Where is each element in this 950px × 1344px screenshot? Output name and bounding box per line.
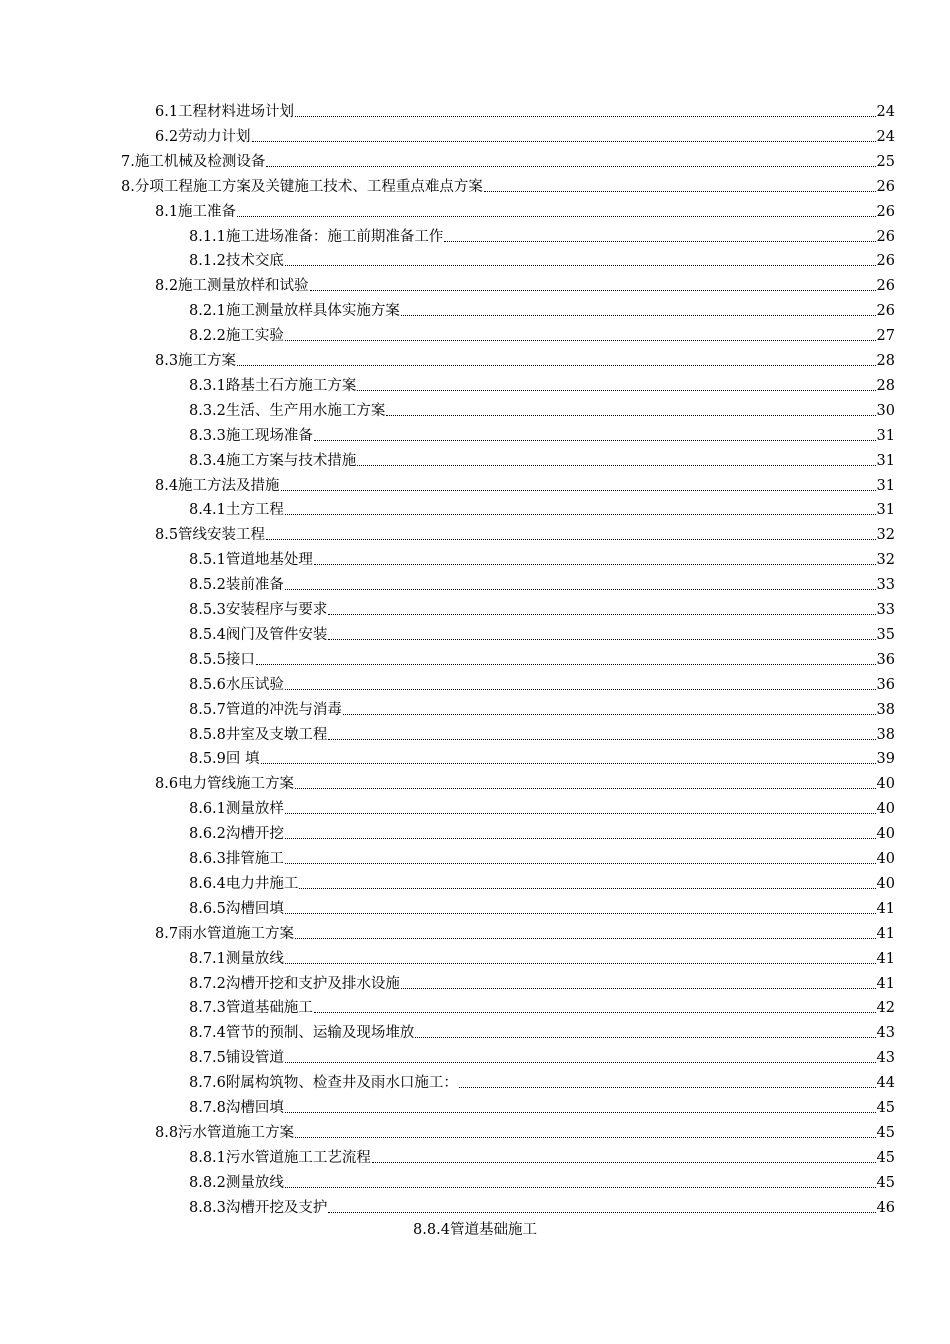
toc-entry[interactable]: [189, 547, 895, 569]
toc-entry-title: 8.8.1污水管道施工工艺流程: [189, 1149, 371, 1166]
toc-entry-title: 8.3.3施工现场准备: [189, 427, 313, 444]
toc-entry-title: 8.5.8井室及支墩工程: [189, 726, 328, 743]
toc-entry-page: 26: [876, 303, 895, 320]
toc-entry-page: 45: [876, 1100, 895, 1116]
toc-entry[interactable]: [189, 423, 895, 445]
toc-entry-title: 8.1.1施工进场准备：施工前期准备工作: [189, 228, 444, 245]
toc-entry-page: 36: [876, 651, 895, 668]
toc-entry-page: 41: [876, 975, 895, 992]
toc-entry-page: 41: [876, 950, 895, 967]
toc-entry[interactable]: [189, 971, 895, 993]
toc-entry-title: 8.分项工程施工方案及关键施工技术、工程重点难点方案: [121, 178, 483, 195]
dot-leader: [281, 490, 876, 491]
dot-leader: [314, 1012, 876, 1013]
toc-entry[interactable]: [189, 448, 895, 470]
dot-leader: [256, 664, 876, 665]
dot-leader: [237, 216, 875, 217]
toc-entry-title: 8.7雨水管道施工方案: [155, 925, 295, 942]
toc-entry[interactable]: [189, 1170, 895, 1192]
toc-entry-title: 8.7.8沟槽回填: [189, 1100, 284, 1116]
toc-entry-title: 8.8.2测量放线: [189, 1174, 284, 1191]
toc-entry-page: 32: [876, 527, 895, 544]
dot-leader: [328, 639, 875, 640]
toc-entry-page: 44: [876, 1075, 895, 1092]
toc-entry[interactable]: [189, 946, 895, 968]
toc-entry-title: 8.5.1管道地基处理: [189, 552, 313, 569]
toc-entry-page: 41: [876, 925, 895, 942]
toc-entry-page: 43: [876, 1050, 895, 1067]
dot-leader: [328, 1212, 875, 1213]
toc-entry[interactable]: [189, 597, 895, 619]
toc-entry[interactable]: [189, 1070, 895, 1092]
toc-entry-title: 8.6电力管线施工方案: [155, 776, 295, 793]
toc-entry-page: 40: [876, 826, 895, 843]
toc-entry-page: 31: [876, 452, 895, 469]
toc-entry-page: 38: [876, 726, 895, 743]
dot-leader: [328, 739, 875, 740]
toc-entry-title: 8.1施工准备: [155, 203, 237, 220]
toc-entry-page: 28: [876, 353, 895, 369]
toc-entry-page: 45: [876, 1174, 895, 1191]
toc-entry[interactable]: [155, 921, 895, 943]
toc-entry-title: 8.7.1测量放线: [189, 950, 284, 967]
toc-entry-title: 8.6.2沟槽开挖: [189, 826, 284, 843]
toc-entry-page: 31: [876, 502, 895, 519]
toc-entry-title: 8.5.2装前准备: [189, 577, 284, 594]
toc-entry-title: 8.6.5沟槽回填: [189, 900, 284, 917]
dot-leader: [285, 838, 876, 839]
toc-entry[interactable]: [155, 199, 895, 221]
dot-leader: [285, 813, 876, 814]
toc-entry-title: 7.施工机械及检测设备: [121, 153, 266, 170]
dot-leader: [295, 1137, 875, 1138]
toc-entry-title: 6.1工程材料进场计划: [155, 104, 295, 120]
toc-entry-page: 26: [876, 278, 895, 295]
dot-leader: [328, 614, 875, 615]
dot-leader: [285, 1112, 876, 1113]
toc-entry[interactable]: [155, 273, 895, 295]
toc-entry[interactable]: [189, 1195, 895, 1217]
toc-entry-page: 31: [876, 477, 895, 494]
toc-entry[interactable]: [155, 771, 895, 793]
toc-entry-title: 8.7.6附属构筑物、检查井及雨水口施工：: [189, 1075, 458, 1092]
dot-leader: [285, 1187, 876, 1188]
toc-entry-title: 8.5.6水压试验: [189, 676, 284, 693]
dot-leader: [415, 1037, 875, 1038]
toc-entry[interactable]: [189, 796, 895, 818]
toc-entry-page: 26: [876, 228, 895, 245]
dot-leader: [401, 988, 876, 989]
dot-leader: [459, 1087, 876, 1088]
toc-entry[interactable]: [189, 871, 895, 893]
dot-leader: [237, 365, 875, 366]
dot-leader: [285, 863, 876, 864]
toc-entry[interactable]: [189, 373, 895, 395]
toc-entry[interactable]: [189, 323, 895, 345]
toc-entry-title: 8.2.2施工实验: [189, 328, 284, 345]
dot-leader: [299, 888, 875, 889]
toc-entry-page: 40: [876, 776, 895, 793]
toc-entry[interactable]: [155, 124, 895, 146]
toc-entry-title: 8.2施工测量放样和试验: [155, 278, 309, 295]
toc-entry[interactable]: [155, 473, 895, 495]
toc-entry-page: 40: [876, 801, 895, 818]
toc-entry[interactable]: [189, 298, 895, 320]
toc-entry-title: 8.7.4管节的预制、运输及现场堆放: [189, 1025, 415, 1042]
toc-entry[interactable]: [155, 1120, 895, 1142]
toc-entry-page: 33: [876, 602, 895, 618]
dot-leader: [295, 788, 875, 789]
toc-entry-title: 8.5管线安装工程: [155, 527, 266, 544]
section-heading: 8.8.4管道基础施工: [413, 1222, 537, 1238]
dot-leader: [444, 241, 875, 242]
toc-entry[interactable]: [155, 99, 895, 121]
toc-entry-page: 39: [876, 751, 895, 768]
dot-leader: [295, 938, 875, 939]
toc-entry-title: 8.3施工方案: [155, 353, 237, 369]
dot-leader: [266, 539, 875, 540]
toc-entry-title: 8.2.1施工测量放样具体实施方案: [189, 303, 400, 320]
toc-entry-page: 30: [876, 402, 895, 419]
toc-entry[interactable]: [189, 497, 895, 519]
toc-entry-title: 8.5.5接口: [189, 651, 255, 668]
toc-entry-title: 8.8.3沟槽开挖及支护: [189, 1199, 328, 1216]
dot-leader: [285, 589, 876, 590]
dot-leader: [314, 564, 876, 565]
toc-entry-page: 26: [876, 178, 895, 195]
toc-entry-page: 42: [876, 1000, 895, 1017]
dot-leader: [285, 1062, 876, 1063]
dot-leader: [285, 963, 876, 964]
dot-leader: [285, 265, 876, 266]
toc-entry-title: 8.6.3排管施工: [189, 851, 284, 867]
dot-leader: [285, 689, 876, 690]
toc-entry-page: 28: [876, 377, 895, 394]
dot-leader: [401, 315, 876, 316]
toc-entry-page: 32: [876, 552, 895, 569]
toc-entry-page: 41: [876, 900, 895, 917]
toc-entry[interactable]: [189, 722, 895, 744]
toc-entry-page: 45: [876, 1149, 895, 1166]
toc-entry[interactable]: [189, 821, 895, 843]
toc-entry[interactable]: [189, 224, 895, 246]
toc-entry[interactable]: [189, 995, 895, 1017]
toc-entry[interactable]: [189, 647, 895, 669]
toc-entry-title: 6.2劳动力计划: [155, 128, 251, 145]
toc-entry[interactable]: [189, 1145, 895, 1167]
toc-entry[interactable]: [155, 522, 895, 544]
dot-leader: [357, 465, 875, 466]
dot-leader: [310, 290, 876, 291]
toc-entry[interactable]: [189, 248, 895, 270]
toc-entry-title: 8.5.4阀门及管件安装: [189, 626, 328, 643]
dot-leader: [261, 763, 876, 764]
toc-entry-page: 46: [876, 1199, 895, 1216]
toc-entry-title: 8.6.1测量放样: [189, 801, 284, 818]
toc-entry-title: 8.4施工方法及措施: [155, 477, 280, 494]
toc-entry-title: 8.3.2生活、生产用水施工方案: [189, 402, 386, 419]
dot-leader: [266, 166, 875, 167]
toc-entry[interactable]: [189, 697, 895, 719]
dot-leader: [285, 913, 876, 914]
dot-leader: [285, 340, 876, 341]
toc-entry[interactable]: [189, 622, 895, 644]
dot-leader: [386, 415, 875, 416]
toc-entry[interactable]: [189, 846, 895, 868]
toc-entry[interactable]: [189, 1045, 895, 1067]
toc-entry-page: 26: [876, 253, 895, 270]
toc-entry-page: 36: [876, 676, 895, 693]
toc-entry-page: 45: [876, 1124, 895, 1141]
toc-entry-title: 8.8污水管道施工方案: [155, 1124, 295, 1141]
toc-entry-page: 38: [876, 701, 895, 718]
toc-entry[interactable]: [189, 398, 895, 420]
toc-entry[interactable]: [189, 1020, 895, 1042]
toc-entry[interactable]: [189, 672, 895, 694]
toc-entry-page: 27: [876, 328, 895, 345]
dot-leader: [343, 714, 876, 715]
dot-leader: [372, 1162, 876, 1163]
toc-entry-page: 24: [876, 128, 895, 145]
toc-entry[interactable]: [155, 348, 895, 370]
toc-entry[interactable]: [189, 1095, 895, 1117]
toc-entry-page: 43: [876, 1025, 895, 1042]
toc-entry[interactable]: [189, 896, 895, 918]
toc-entry-title: 8.5.9回 填: [189, 751, 260, 768]
toc-entry-title: 8.5.3安装程序与要求: [189, 602, 328, 618]
toc-entry[interactable]: [189, 572, 895, 594]
toc-entry[interactable]: [189, 746, 895, 768]
toc-entry-page: 40: [876, 851, 895, 867]
toc-entry-page: 40: [876, 875, 895, 892]
dot-leader: [252, 141, 876, 142]
dot-leader: [285, 514, 876, 515]
toc-entry-title: 8.5.7管道的冲洗与消毒: [189, 701, 342, 718]
toc-entry-title: 8.4.1土方工程: [189, 502, 284, 519]
toc-entry-title: 8.3.4施工方案与技术措施: [189, 452, 357, 469]
toc-entry-title: 8.7.5铺设管道: [189, 1050, 284, 1067]
dot-leader: [295, 116, 875, 117]
toc-entry[interactable]: [121, 174, 895, 196]
toc-entry-page: 35: [876, 626, 895, 643]
dot-leader: [357, 390, 875, 391]
toc-entry-page: 25: [876, 153, 895, 170]
toc-entry-title: 8.3.1路基土石方施工方案: [189, 377, 357, 394]
toc-entry-page: 26: [876, 203, 895, 220]
toc-entry-page: 24: [876, 104, 895, 120]
toc-entry-page: 33: [876, 577, 895, 594]
toc-entry-title: 8.7.2沟槽开挖和支护及排水设施: [189, 975, 400, 992]
dot-leader: [484, 191, 876, 192]
dot-leader: [314, 440, 876, 441]
toc-entry[interactable]: [121, 149, 895, 171]
toc-entry-title: 8.7.3管道基础施工: [189, 1000, 313, 1017]
toc-entry-page: 31: [876, 427, 895, 444]
toc-entry-title: 8.1.2技术交底: [189, 253, 284, 270]
toc-entry-title: 8.6.4电力井施工: [189, 875, 299, 892]
